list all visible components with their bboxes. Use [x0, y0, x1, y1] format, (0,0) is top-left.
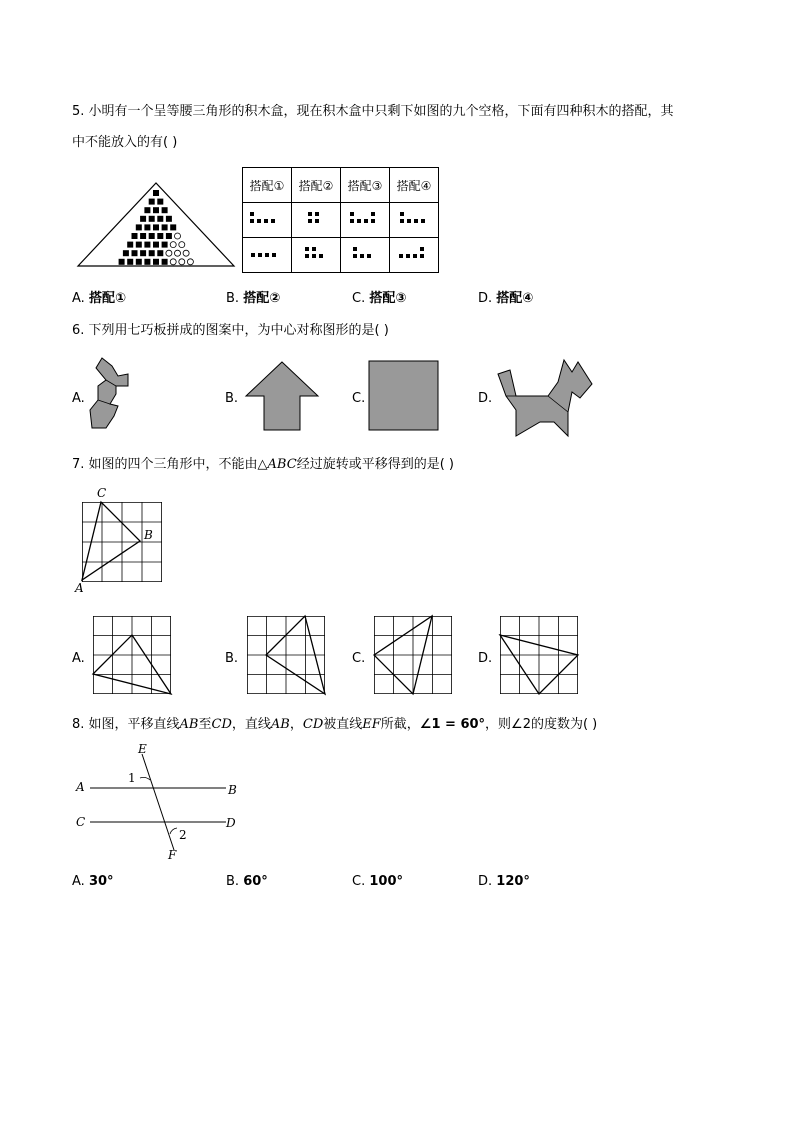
q8-option-a[interactable] — [72, 873, 114, 891]
filled-block — [136, 242, 142, 248]
empty-slot — [179, 242, 185, 248]
combo-header-1: 搭配① — [243, 168, 292, 203]
combo-header-2: 搭配② — [292, 168, 341, 203]
filled-block — [119, 259, 125, 265]
filled-block — [157, 216, 163, 222]
q6-option-a[interactable]: A. — [72, 391, 85, 406]
block-piece-shape — [296, 245, 336, 265]
tangram-rabbit-figure — [88, 356, 136, 432]
filled-block — [153, 207, 159, 213]
filled-block — [162, 224, 168, 230]
q7-option-b[interactable]: B. — [225, 651, 239, 666]
q8-option-d[interactable] — [478, 873, 530, 891]
q5-triangle-box-figure — [74, 180, 238, 270]
filled-block — [149, 199, 155, 205]
q7-option-a[interactable]: A. — [72, 651, 85, 666]
filled-block — [132, 233, 138, 239]
q8-stem-part: 所截， — [380, 717, 420, 732]
option-letter: D. — [478, 291, 493, 306]
empty-slot — [170, 242, 176, 248]
q8-line-ab: AB — [179, 717, 199, 732]
filled-block — [166, 233, 172, 239]
q7-option-b-grid-figure — [247, 616, 325, 694]
q7-original-grid-figure — [82, 502, 162, 582]
q5-option-d[interactable] — [478, 290, 533, 308]
filled-block — [144, 207, 150, 213]
combo-3-piece-a — [341, 203, 390, 238]
combo-1-piece-b — [243, 238, 292, 273]
empty-slot — [166, 250, 172, 256]
q7-stem-prefix: 7. 如图的四个三角形中，不能由 — [72, 457, 258, 472]
q8-label-e: E — [138, 742, 147, 756]
filled-block — [153, 259, 159, 265]
q6-option-c[interactable]: C. — [352, 391, 366, 406]
q7-option-d-grid-figure — [500, 616, 578, 694]
filled-block — [140, 250, 146, 256]
option-value: 120° — [496, 874, 530, 889]
filled-block — [144, 259, 150, 265]
q7-option-c-grid-figure — [374, 616, 452, 694]
filled-block — [162, 259, 168, 265]
option-value: 30° — [88, 874, 114, 889]
q5-option-c[interactable] — [352, 290, 406, 308]
filled-block — [170, 224, 176, 230]
option-letter: C. — [352, 874, 366, 889]
q8-angle-1-value: ∠1 = 60° — [419, 717, 486, 732]
q5-stem-line2: 中不能放入的有( ) — [72, 135, 178, 150]
filled-block — [144, 224, 150, 230]
q8-stem-part: 至 — [198, 717, 212, 732]
option-text: 搭配④ — [496, 291, 534, 306]
filled-block — [144, 242, 150, 248]
block-piece-shape — [247, 210, 287, 230]
q5-stem-line1: 5. 小明有一个呈等腰三角形的积木盒，现在积木盒中只剩下如图的九个空格，下面有四种积木的搭配，其 — [72, 104, 674, 119]
q8-stem-part: 8. 如图，平移直线 — [72, 717, 180, 732]
q7-label-c: C — [97, 486, 107, 500]
option-value: 100° — [369, 874, 403, 889]
q5-combination-table — [242, 167, 439, 273]
combo-2-piece-a — [292, 203, 341, 238]
q7-option-a-grid-figure — [93, 616, 171, 694]
tangram-square-figure — [368, 360, 440, 432]
combo-header-3: 搭配③ — [341, 168, 390, 203]
q8-option-c[interactable] — [352, 873, 403, 891]
empty-slot — [175, 233, 181, 239]
filled-block — [136, 224, 142, 230]
q7-option-c[interactable]: C. — [352, 651, 366, 666]
block-piece-shape — [394, 245, 434, 265]
filled-block — [162, 242, 168, 248]
filled-block — [140, 216, 146, 222]
filled-block — [149, 250, 155, 256]
option-letter: B. — [226, 291, 240, 306]
q8-label-d: D — [226, 816, 236, 830]
q8-angle-2-label: 2 — [179, 828, 187, 842]
combo-header-4: 搭配④ — [390, 168, 439, 203]
combo-2-piece-b — [292, 238, 341, 273]
q7-stem-suffix: 经过旋转或平移得到的是( ) — [296, 457, 454, 472]
filled-block — [166, 216, 172, 222]
q7-stem — [72, 456, 454, 474]
empty-slot — [187, 259, 193, 265]
filled-block — [157, 233, 163, 239]
q6-option-b[interactable]: B. — [225, 391, 239, 406]
filled-block — [162, 207, 168, 213]
filled-block — [127, 242, 133, 248]
block-piece-shape — [296, 210, 336, 230]
option-text: 搭配② — [243, 291, 281, 306]
filled-block — [153, 190, 159, 196]
filled-block — [149, 233, 155, 239]
q8-line-ab: AB — [270, 717, 290, 732]
empty-slot — [179, 259, 185, 265]
q6-option-d[interactable]: D. — [478, 391, 493, 406]
option-letter: A. — [72, 874, 85, 889]
q8-label-f: F — [168, 848, 177, 862]
q8-line-ef: EF — [362, 717, 381, 732]
q8-label-a: A — [76, 780, 85, 794]
q8-stem-part: 被直线 — [323, 717, 363, 732]
filled-block — [153, 224, 159, 230]
block-piece-shape — [247, 245, 287, 265]
q8-stem-part: ， — [289, 717, 303, 732]
combo-4-piece-a — [390, 203, 439, 238]
option-letter: D. — [478, 874, 493, 889]
filled-block — [153, 242, 159, 248]
q8-stem-part: ，则∠2的度数为( ) — [485, 717, 598, 732]
q8-label-c: C — [76, 815, 86, 829]
q8-stem — [72, 716, 597, 734]
q8-parallel-lines-figure — [80, 742, 240, 862]
q8-line-cd: CD — [302, 717, 324, 732]
q8-label-b: B — [228, 783, 237, 797]
q8-option-b[interactable] — [226, 873, 268, 891]
q5-option-b[interactable] — [226, 290, 280, 308]
filled-block — [136, 259, 142, 265]
tangram-arrow-figure — [244, 360, 320, 432]
q8-angle-1-label: 1 — [128, 771, 136, 785]
filled-block — [149, 216, 155, 222]
q7-option-d[interactable]: D. — [478, 651, 493, 666]
empty-slot — [175, 250, 181, 256]
combo-3-piece-b — [341, 238, 390, 273]
option-letter: C. — [352, 291, 366, 306]
q7-label-b: B — [144, 528, 153, 542]
q8-stem-part: ，直线 — [231, 717, 271, 732]
combo-4-piece-b — [390, 238, 439, 273]
q7-triangle-label: △ABC — [257, 457, 297, 472]
filled-block — [127, 259, 133, 265]
option-text: 搭配③ — [369, 291, 407, 306]
filled-block — [140, 233, 146, 239]
filled-block — [157, 199, 163, 205]
q5-option-a[interactable] — [72, 290, 126, 308]
option-text: 搭配① — [88, 291, 126, 306]
q7-label-a: A — [75, 581, 84, 595]
filled-block — [157, 250, 163, 256]
option-value: 60° — [243, 874, 268, 889]
filled-block — [123, 250, 129, 256]
block-piece-shape — [394, 210, 434, 230]
block-piece-shape — [345, 245, 385, 265]
block-piece-shape — [345, 210, 385, 230]
tangram-dog-figure — [496, 352, 596, 438]
option-letter: A. — [72, 291, 85, 306]
q8-line-cd: CD — [211, 717, 232, 732]
option-letter: B. — [226, 874, 240, 889]
q6-stem: 6. 下列用七巧板拼成的图案中，为中心对称图形的是( ) — [72, 323, 389, 338]
empty-slot — [170, 259, 176, 265]
combo-1-piece-a — [243, 203, 292, 238]
filled-block — [132, 250, 138, 256]
empty-slot — [183, 250, 189, 256]
